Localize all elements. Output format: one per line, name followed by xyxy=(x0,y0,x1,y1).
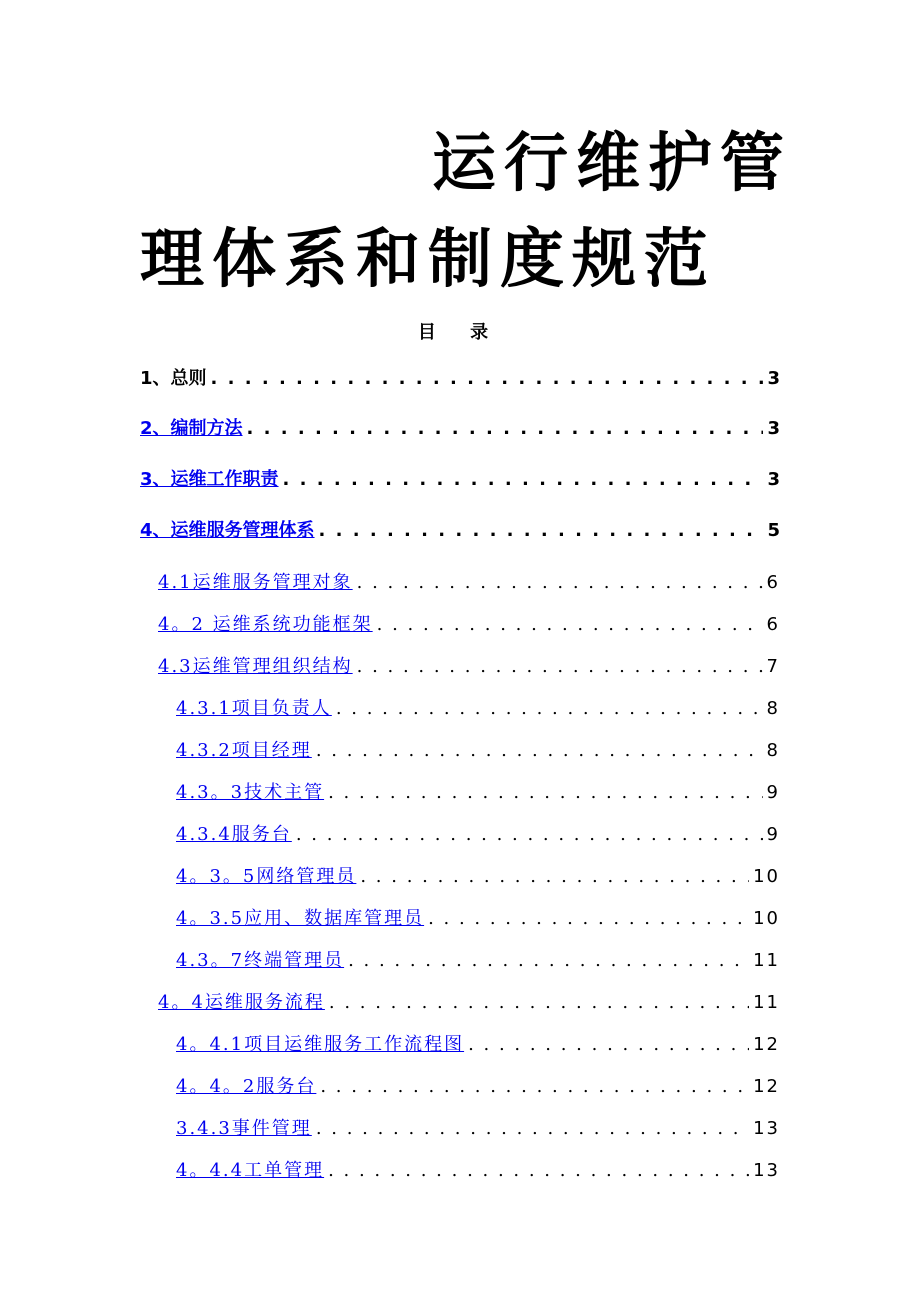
toc-entry-4-2[interactable] xyxy=(158,610,780,638)
toc-leader-dots xyxy=(357,572,763,593)
toc-page-number: 10 xyxy=(753,908,780,929)
toc-entry-link[interactable]: 4.3。7终端管理员 xyxy=(176,950,345,971)
toc-entry-4-4-1[interactable] xyxy=(176,1030,780,1058)
toc-entry-link[interactable]: 4.1运维服务管理对象 xyxy=(158,572,353,593)
toc-entry-link[interactable]: 4.3.2项目经理 xyxy=(176,740,312,761)
toc-page-number: 6 xyxy=(766,614,780,635)
toc-page-number: 13 xyxy=(753,1160,780,1181)
toc-entry-link[interactable]: 4。4运维服务流程 xyxy=(158,992,325,1013)
toc-leader-dots xyxy=(211,368,764,389)
toc-page-number: 3 xyxy=(767,368,780,389)
toc-page-number: 7 xyxy=(766,656,780,677)
toc-entry-4-1[interactable] xyxy=(158,568,780,596)
toc-page-number: 11 xyxy=(753,950,780,971)
toc-entry-link[interactable]: 4。2 运维系统功能框架 xyxy=(158,614,373,635)
toc-page-number: 12 xyxy=(753,1076,780,1097)
toc-entry-4-3-1[interactable] xyxy=(176,694,780,722)
toc-leader-dots xyxy=(468,1034,749,1055)
toc-leader-dots xyxy=(428,908,749,929)
toc-entry-1 xyxy=(140,364,780,392)
toc-page-number: 11 xyxy=(753,992,780,1013)
document-title-line-2: 理体系和制度规范 xyxy=(140,223,716,297)
toc-page-number: 9 xyxy=(766,824,780,845)
toc-leader-dots xyxy=(296,824,763,845)
toc-leader-dots xyxy=(357,656,763,677)
toc-entry-4-4-4[interactable] xyxy=(176,1156,780,1184)
toc-entry-link[interactable]: 4。3.5应用、数据库管理员 xyxy=(176,908,425,929)
toc-entry-link[interactable]: 4.3.4服务台 xyxy=(176,824,292,845)
toc-page-number: 12 xyxy=(753,1034,780,1055)
toc-entry-label: 1、总则 xyxy=(140,368,207,389)
toc-entry-link[interactable]: 4.3.1项目负责人 xyxy=(176,698,332,719)
toc-leader-dots xyxy=(247,418,764,439)
toc-entry-link[interactable]: 4。4。2服务台 xyxy=(176,1076,317,1097)
toc-page-number: 10 xyxy=(753,866,780,887)
toc-entry-link[interactable]: 3.4.3事件管理 xyxy=(176,1118,312,1139)
toc-entry-4-4-2[interactable] xyxy=(176,1072,780,1100)
toc-leader-dots xyxy=(328,1160,749,1181)
toc-entry-4-4[interactable] xyxy=(158,988,780,1016)
toc-leader-dots xyxy=(348,950,749,971)
toc-entry-4-3-2[interactable] xyxy=(176,736,780,764)
toc-heading: 目 录 xyxy=(417,322,503,343)
toc-entry-link[interactable]: 2、编制方法 xyxy=(140,418,243,439)
toc-page-number: 8 xyxy=(766,698,780,719)
toc-entry-4[interactable] xyxy=(140,516,780,544)
toc-page-number: 9 xyxy=(766,782,780,803)
toc-entry-link[interactable]: 4。4.4工单管理 xyxy=(176,1160,325,1181)
toc-page-number: 3 xyxy=(767,469,780,490)
toc-leader-dots xyxy=(329,992,749,1013)
toc-entry-4-3-5[interactable] xyxy=(176,862,780,890)
toc-entry-link[interactable]: 3、运维工作职责 xyxy=(140,469,279,490)
toc-leader-dots xyxy=(336,698,763,719)
toc-entry-3[interactable] xyxy=(140,465,780,493)
toc-entry-4-3-6[interactable] xyxy=(176,904,780,932)
toc-leader-dots xyxy=(360,866,749,887)
toc-entry-4-3-7[interactable] xyxy=(176,946,780,974)
toc-entry-4-3[interactable] xyxy=(158,652,780,680)
toc-leader-dots xyxy=(316,740,763,761)
toc-page-number: 5 xyxy=(767,520,780,541)
toc-leader-dots xyxy=(320,1076,749,1097)
toc-leader-dots xyxy=(377,614,763,635)
toc-entry-4-4-3[interactable] xyxy=(176,1114,780,1142)
toc-page-number: 8 xyxy=(766,740,780,761)
toc-entry-link[interactable]: 4。3。5网络管理员 xyxy=(176,866,357,887)
toc-entry-4-3-4[interactable] xyxy=(176,820,780,848)
toc-leader-dots xyxy=(319,520,764,541)
toc-entry-link[interactable]: 4、运维服务管理体系 xyxy=(140,520,315,541)
toc-entry-link[interactable]: 4。4.1项目运维服务工作流程图 xyxy=(176,1034,465,1055)
toc-page-number: 13 xyxy=(753,1118,780,1139)
toc-leader-dots xyxy=(316,1118,749,1139)
toc-entry-4-3-3[interactable] xyxy=(176,778,780,806)
toc-leader-dots xyxy=(328,782,762,803)
toc-entry-link[interactable]: 4.3运维管理组织结构 xyxy=(158,656,353,677)
document-title-line-1: 运行维护管 xyxy=(432,127,792,201)
toc-page-number: 6 xyxy=(766,572,780,593)
toc-entry-2[interactable] xyxy=(140,414,780,442)
toc-leader-dots xyxy=(283,469,764,490)
toc-page-number: 3 xyxy=(767,418,780,439)
toc-entry-link[interactable]: 4.3。3技术主管 xyxy=(176,782,325,803)
